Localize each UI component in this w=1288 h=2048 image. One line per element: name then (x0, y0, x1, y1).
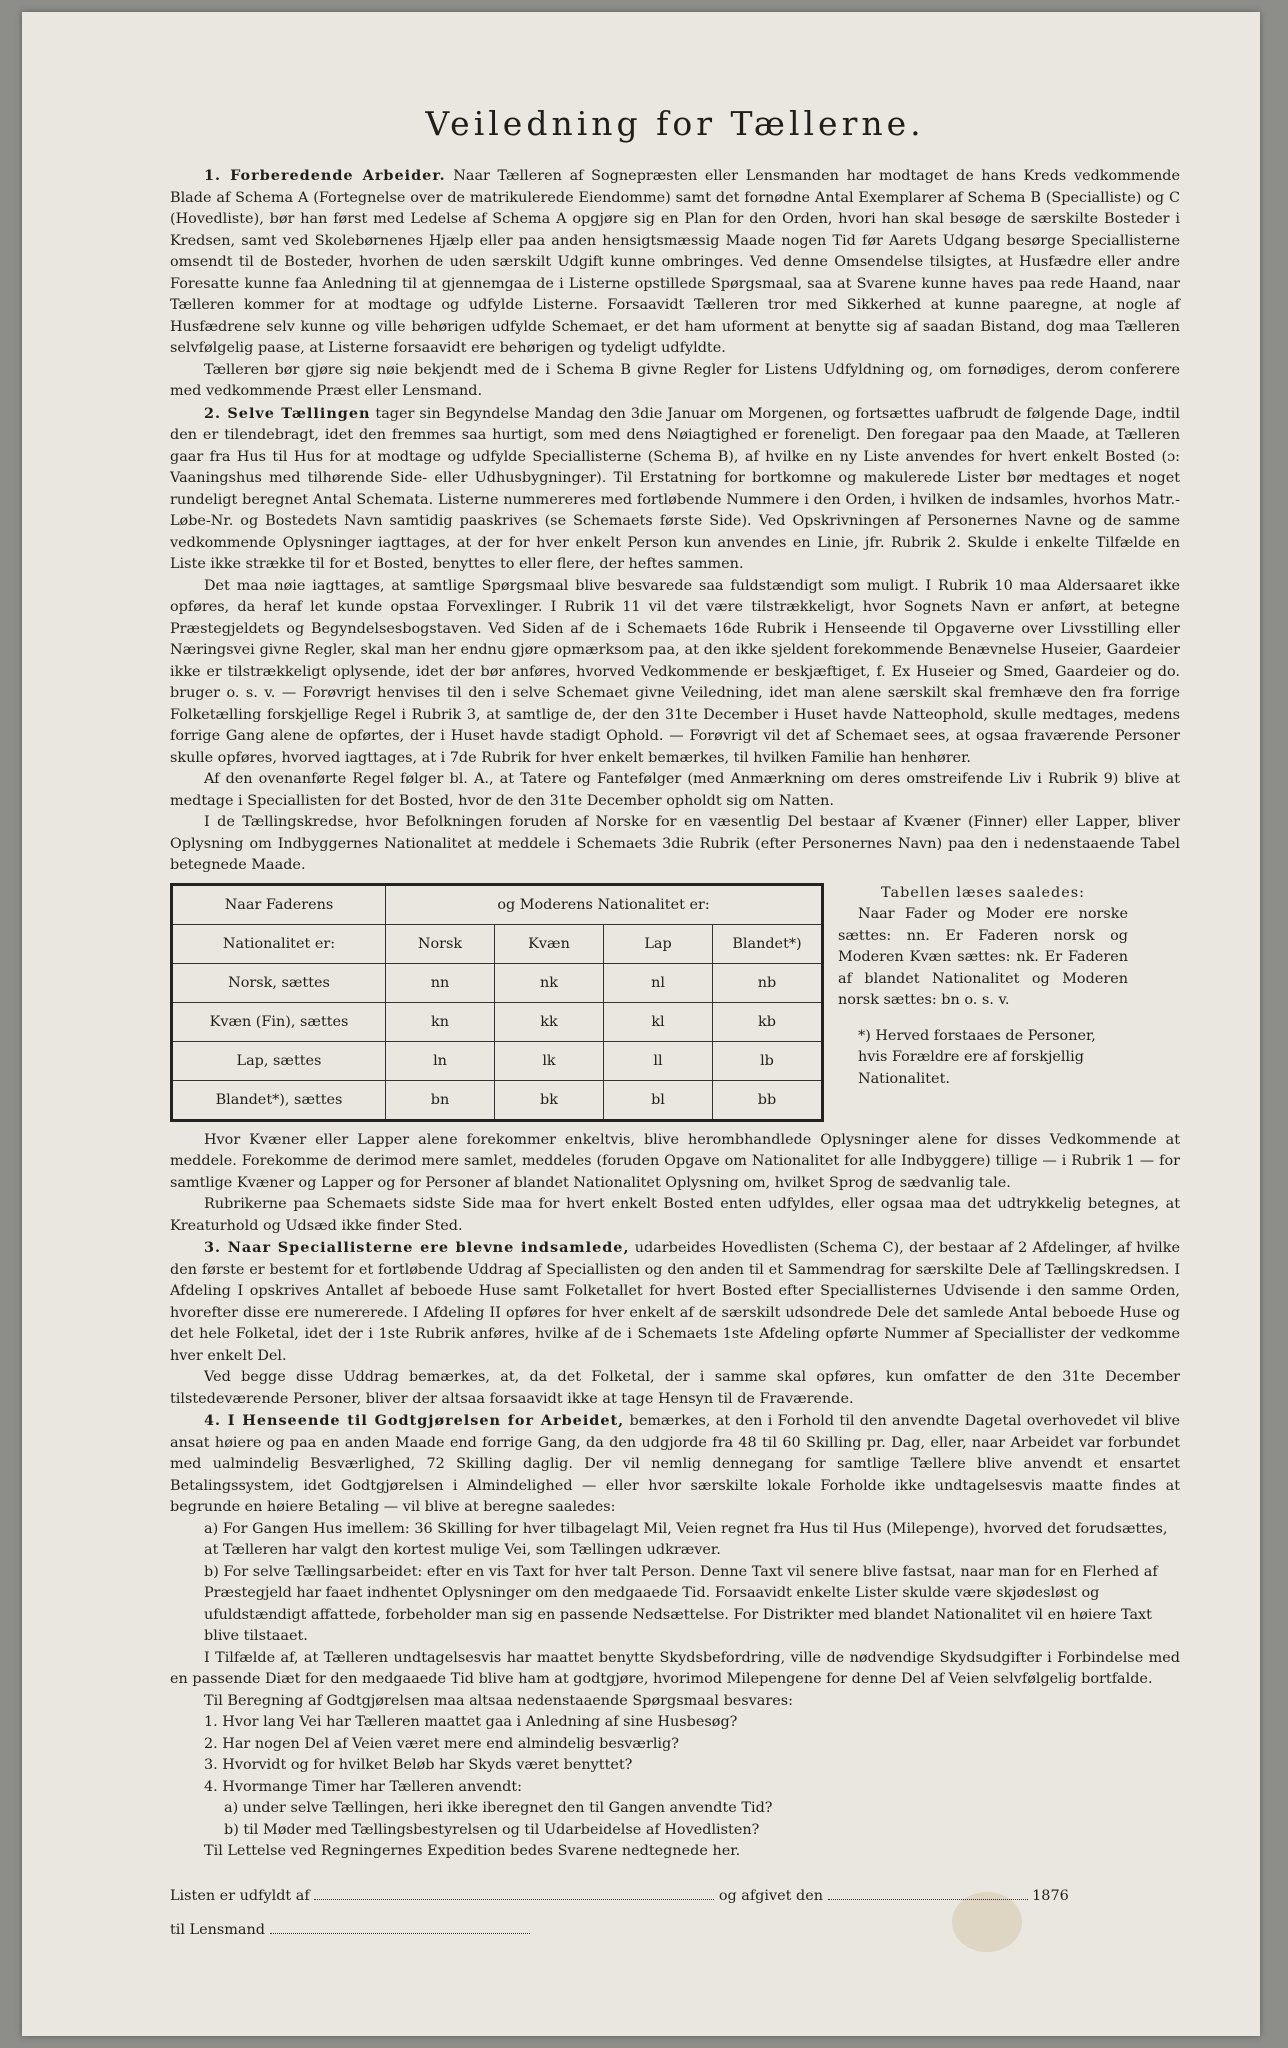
question-1: 1. Hvor lang Vei har Tælleren maattet gaa i Anledning af sine Husbesøg? (204, 1714, 738, 1730)
footer-line-1 (170, 1879, 1180, 1913)
nationality-table (170, 883, 824, 1122)
section-3 (170, 1237, 1180, 1367)
table-row (172, 1080, 823, 1120)
section-2-heading: 2. Selve Tællingen (204, 404, 371, 422)
item-b: b) For selve Tællingsarbeidet: efter en vis Taxt for hver talt Person. Denne Taxt vil senere blive fastsat, naar man for en Flerhed af Præstegjeld har faaet indhentet Oplysninger om den medgaaede Tid. Forsaavidt enkelte Lister skulde være skjødesløst og ufuldstændigt affattede, forbeholder man sig en passende Nedsættelse. For Distrikter med blandet Nationalitet vil en høiere Taxt blive tilstaaet. (204, 1563, 1158, 1644)
column-header: Blandet*) (713, 924, 823, 963)
table-cell: ll (604, 1041, 713, 1080)
row-label: Lap, sættes (172, 1041, 386, 1080)
row-label: Norsk, sættes (172, 963, 386, 1002)
section-3-heading: 3. Naar Speciallisterne ere blevne indsamlede, (204, 1239, 630, 1256)
table-cell: kl (604, 1002, 713, 1041)
table-header-left-2: Nationalitet er: (172, 924, 386, 963)
table-cell: nl (604, 963, 713, 1002)
document-page (22, 12, 1260, 2036)
table-cell: kn (386, 1002, 495, 1041)
table-row (172, 963, 823, 1002)
table-explanation (838, 883, 1128, 1091)
date-field[interactable] (828, 1885, 1028, 1900)
table-cell: bl (604, 1080, 713, 1120)
explanation-text: Naar Fader og Moder ere norske sættes: nn. Er Faderen norsk og Moderen Kvæn sættes: nk. Er Faderen af blandet Nationalitet og Moderen norsk sættes: bn o. s. v. (838, 906, 1128, 1008)
table-cell: bb (713, 1080, 823, 1120)
paragraph-5: Af den ovenanførte Regel følger bl. A., at Tatere og Fantefølger (med Anmærkning om deres omstreifende Liv i Rubrik 9) blive at medtage i Speciallisten for det Bosted, hvor de den 31te December opholdt sig om Natten. (170, 771, 1180, 809)
item-a: a) For Gangen Hus imellem: 36 Skilling for hver tilbagelagt Mil, Veien regnet fra Hus til Hus (Milepenge), hvorved det forudsættes, at Tælleren har valgt den kortest mulige Vei, som Tællingen udkræver. (204, 1520, 1168, 1558)
paragraph-2: Tælleren bør gjøre sig nøie bekjendt med de i Schema B givne Regler for Listens Udfyldning og, om fornødiges, derom conferere med vedkommende Præst eller Lensmand. (170, 361, 1180, 399)
section-1-text: Naar Tælleren af Sognepræsten eller Lensmanden har modtaget de hans Kreds vedkommende Blade af Schema A (Fortegnelse over de matrikulerede Eiendomme) samt det fornødne Antal Exemplarer af Schema B (Specialliste) og C (Hovedliste), bør han først med Ledelse af Schema A opgjøre sig en Plan for den Orden, hvori han skal besøge de særskilte Bosteder i Kredsen, samt ved Skolebørnenes Hjælp eller paa anden hensigtsmæssig Maade nogen Tid før Aarets Udgang besørge Speciallisterne omsendt til de Bosteder, hvorhen de uden særskilt Udgift kunne ombringes. Ved denne Omsendelse tilsigtes, at Husfædre eller andre Foresatte kunne faa Anledning til at gjennemgaa de i Listerne opstillede Spørgsmaal, saa at Svarene kunne haves paa rede Haand, naar Tælleren kommer for at modtage og udfylde Listerne. Forsaavidt Tælleren tror med Sikkerhed at kunne paaregne, at nogle af Husfædrene selv kunne og ville behørigen udfylde Schemaet, er det ham uforment at benytte sig af saadan Bistand, dog maa Tælleren selvfølgelig paase, at Listerne forsaavidt ere behørigen og tydeligt udfyldte. (170, 168, 1180, 356)
delivered-label: og afgivet den (718, 1887, 823, 1904)
table-cell: bn (386, 1080, 495, 1120)
question-4b: b) til Møder med Tællingsbestyrelsen og til Udarbeidelse af Hovedlisten? (224, 1821, 760, 1838)
filled-by-label: Listen er udfyldt af (170, 1887, 310, 1904)
column-header: Kvæn (495, 924, 604, 963)
page-title: Veiledning for Tællerne. (425, 104, 925, 143)
paragraph-14: Til Beregning af Godtgjørelsen maa altsaa nedenstaaende Spørgsmaal besvares: (204, 1692, 794, 1709)
lensmand-label: til Lensmand (170, 1921, 265, 1938)
table-cell: nn (386, 963, 495, 1002)
section-2 (170, 403, 1180, 576)
paragraph-10: Ved begge disse Uddrag bemærkes, at, da det Folketal, der i samme skal opføres, kun omfatter de den 31te December tilstedeværende Personer, bliver der altsaa forsaavidt ikke at tage Hensyn til de Fraværende. (170, 1369, 1180, 1407)
question-3: 3. Hvorvidt og for hvilket Beløb har Skyds været benyttet? (204, 1757, 633, 1773)
question-2: 2. Har nogen Del af Veien været mere end almindelig besværlig? (204, 1735, 679, 1752)
paragraph-13: I Tilfælde af, at Tælleren undtagelsesvis har maattet benytte Skydsbefordring, ville de nødvendige Skydsudgifter i Forbindelse med en passende Diæt for den medgaaede Tid blive ham at godtgjøre, hvorimod Milepengene for denne Del af Veien selvfølgelig bortfalde. (170, 1649, 1180, 1687)
table-cell: nk (495, 963, 604, 1002)
section-2-text: tager sin Begyndelse Mandag den 3die Januar om Morgenen, og fortsættes uafbrudt de følgende Dage, indtil den er tilendebragt, idet den fremmes saa hurtigt, som med dens Nøiagtighed er foreneligt. Den foregaar paa den Maade, at Tælleren gaar fra Hus til Hus for at modtage og udfylde Speciallisterne (Schema B), af hvilke en ny Liste anvendes for hvert enkelt Bosted (ɔ: Vaaningshus med tilhørende Side- eller Udhusbygninger). Til Erstatning for bortkomne og makulerede Lister bør medtages et noget rundeligt beregnet Antal Schemata. Listerne nummereres med fortløbende Nummere i den Orden, i hvilken de indsamles, hvorhos Matr.-Løbe-Nr. og Bostedets Navn samtidig paaskrives (se Schemaets første Side). Ved Opskrivningen af Personernes Navne og de samme vedkommende Oplysninger iagttages, at der for hver enkelt Person kun anvendes en Linie, jfr. Rubrik 2. Skulde i enkelte Tilfælde en Liste ikke strække til for et Bosted, benyttes to eller flere, der heftes sammen. (170, 405, 1180, 572)
footnote: *) Herved forstaaes de Personer, hvis Forældre ere af forskjellig Nationalitet. (858, 1027, 1096, 1087)
signature-area (170, 1879, 1180, 1947)
filled-by-field[interactable] (314, 1885, 714, 1900)
table-cell: bk (495, 1080, 604, 1120)
table-row (172, 1002, 823, 1041)
table-cell: lk (495, 1041, 604, 1080)
section-4-heading: 4. I Henseende til Godtgjørelsen for Arbeidet, (204, 1412, 625, 1429)
row-label: Kvæn (Fin), sættes (172, 1002, 386, 1041)
table-cell: kk (495, 1002, 604, 1041)
column-header: Lap (604, 924, 713, 963)
table-header-right: og Moderens Nationalitet er: (386, 884, 823, 924)
table-cell: kb (713, 1002, 823, 1041)
question-4: 4. Hvormange Timer har Tælleren anvendt: (204, 1778, 523, 1795)
paragraph-6: I de Tællingskredse, hvor Befolkningen foruden af Norske for en væsentlig Del bestaar af Kvæner (Finner) eller Lapper, bliver Oplysning om Indbyggernes Nationalitet at meddele i Schemaets 3die Rubrik (efter Personernes Navn) paa den i nedenstaaende Tabel betegnede Maade. (170, 814, 1180, 873)
paragraph-15: Til Lettelse ved Regningernes Expedition bedes Svarene nedtegnede her. (204, 1843, 741, 1859)
section-1-heading: 1. Forberedende Arbeider. (204, 167, 446, 184)
row-label: Blandet*), sættes (172, 1080, 386, 1120)
column-header: Norsk (386, 924, 495, 963)
table-header-left-1: Naar Faderens (172, 884, 386, 924)
explanation-title: Tabellen læses saaledes: (881, 884, 1085, 901)
paragraph-4: Det maa nøie iagttages, at samtlige Spørgsmaal blive besvarede saa fuldstændigt som muligt. I Rubrik 10 maa Aldersaaret ikke opføres, da heraf let kunde opstaa Forvexlinger. I Rubrik 11 vil det være tilstrækkeligt, hvor Sognets Navn er anført, at betegne Præstegjeldets og Begyndelsesbogstaven. Ved Siden af de i Schemaets 16de Rubrik i Henseende til Opgaverne over Livsstilling eller Næringsvei givne Regler, skal man her endnu gjøre opmærksom paa, at den ikke sjeldent forekommende Benævnelse Huseier, Gaardeier ikke er tilstrækkeligt oplysende, idet der bør anføres, hvorved Vedkommende er beskjæftiget, f. Ex Huseier og Smed, Gaardeier og do. bruger o. s. v. — Forøvrigt henvises til den i selve Schemaet givne Veiledning, idet man alene særskilt skal fremhæve den fra forrige Folketælling forskjellige Regel i Rubrik 3, at samtlige de, der den 31te December i Huset havde Natteophold, skulle medtages, medens forrige Gang alene de opførtes, der i Huset havde stadigt Ophold. — Forøvrigt vil det af Schemaet sees, at ogsaa fraværende Personer skulle opføres, hvorved iagttages, at i 7de Rubrik for hver enkelt bemærkes, til hvilken Familie han henhører. (170, 577, 1180, 766)
paragraph-8: Rubrikerne paa Schemaets sidste Side maa for hvert enkelt Bosted enten udfyldes, eller ogsaa maa det udtrykkelig betegnes, at Kreaturhold og Udsæd ikke finder Sted. (170, 1196, 1180, 1234)
table-cell: nb (713, 963, 823, 1002)
table-cell: lb (713, 1041, 823, 1080)
lensmand-field[interactable] (270, 1919, 530, 1934)
nationality-section (170, 883, 1180, 1122)
paragraph-7: Hvor Kvæner eller Lapper alene forekommer enkeltvis, blive herombhandlede Oplysninger alene for disses Vedkommende at meddele. Forekomme de derimod mere samlet, meddeles (foruden Opgave om Nationalitet for alle Indbyggere) tillige — i Rubrik 1 — for samtlige Kvæner og Lapper og for Personer af blandet Nationalitet Oplysning om, hvilket Sprog de sædvanlig tale. (170, 1131, 1180, 1191)
section-4-text: bemærkes, at den i Forhold til den anvendte Dagetal overhovedet vil blive ansat høiere og paa en anden Maade end forrige Gang, da den udgjorde fra 48 til 60 Skilling pr. Dag, eller, naar Arbeidet var forbundet med ualmindelig Besværlighed, 72 Skilling daglig. Der vil nemlig dennegang for samtlige Tællere blive anvendt et ensartet Betalingssystem, idet Godtgjørelsen i Almindelighed — eller hvor særskilte lokale Forholde ikke undtagelsesvis maatte findes at begrunde en høiere Betaling — vil blive at beregne saaledes: (170, 1413, 1181, 1515)
document-content (170, 84, 1180, 1947)
table-row (172, 1041, 823, 1080)
question-4a: a) under selve Tællingen, heri ikke iberegnet den til Gangen anvendte Tid? (224, 1800, 773, 1816)
section-3-text: udarbeides Hovedlisten (Schema C), der bestaar af 2 Afdelinger, af hvilke den første er bestemt for et fortløbende Uddrag af Speciallisten og den anden til et Sammendrag for særskilte Dele af Tællingskredsen. I Afdeling I opskrives Antallet af beboede Huse samt Folketallet for hvert Bosted efter Speciallisternes Udvisende i den samme Orden, hvorefter disse ere numererede. I Afdeling II opføres for hver enkelt af de særskilt udsondrede Dele det samlede Antal beboede Huse og det hele Folketal, idet der i 1ste Rubrik anføres, hvilke af de i Schemaets 1ste Afdeling opførte Nummer af Speciallister der vedkomme hver enkelt Del. (170, 1240, 1180, 1364)
table-cell: ln (386, 1041, 495, 1080)
section-4 (170, 1410, 1180, 1519)
year: 1876 (1032, 1887, 1069, 1904)
footer-line-2 (170, 1913, 1180, 1947)
section-1 (170, 165, 1180, 360)
